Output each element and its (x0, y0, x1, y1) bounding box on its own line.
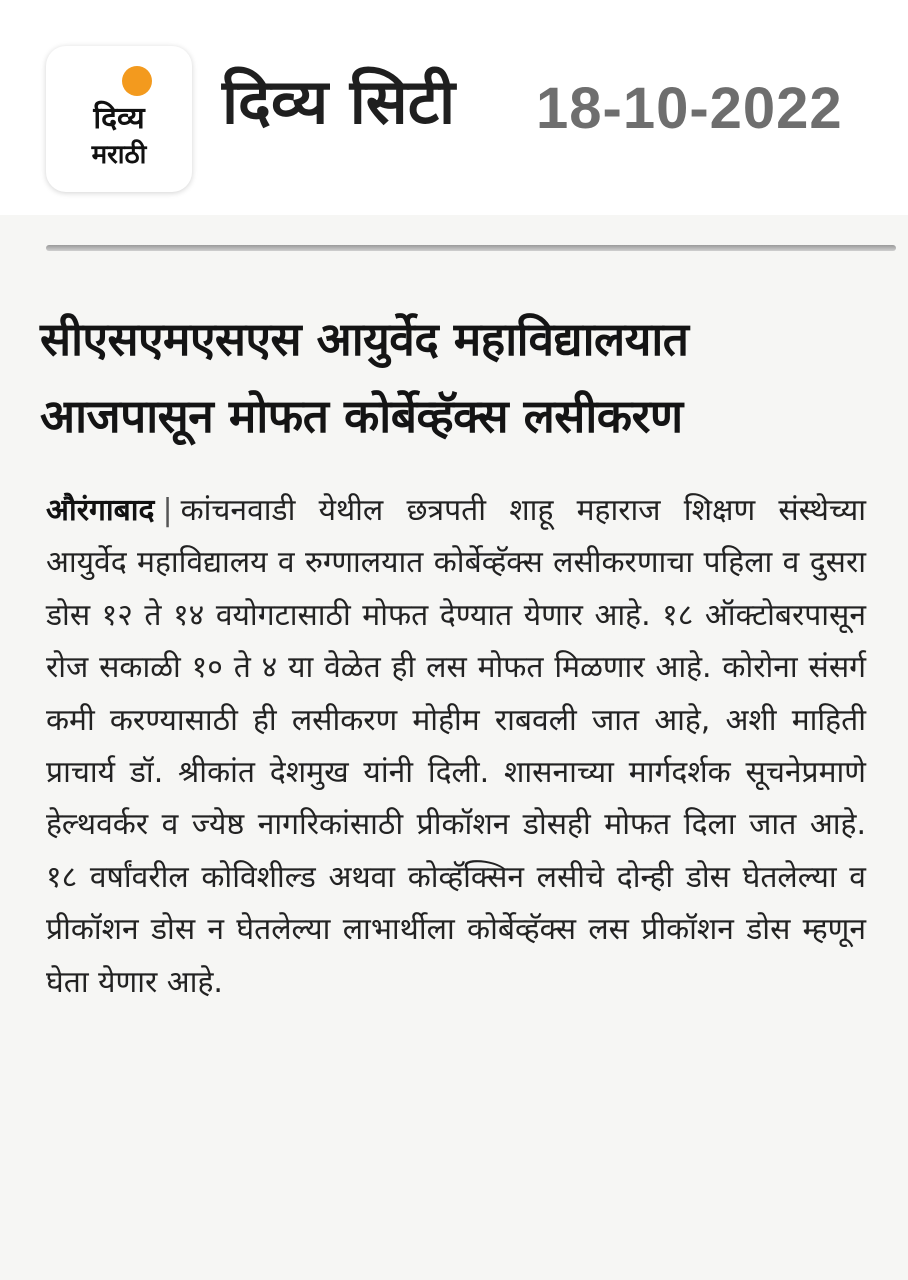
newspaper-clipping[interactable] (0, 215, 908, 1280)
headline-line-2: आजपासून मोफत कोर्बेव्हॅक्स लसीकरण (40, 389, 683, 443)
clipping-top-rule (46, 245, 896, 251)
article-body-text: कांचनवाडी येथील छत्रपती शाहू महाराज शिक्षण संस्थेच्या आयुर्वेद महाविद्यालय व रुग्णालयात कोर्बेव्हॅक्स लसीकरणाचा पहिला व दुसरा डोस १२ ते १४ वयोगटासाठी मोफत देण्यात येणार आहे. १८ ऑक्टोबरपासून रोज सकाळी १० ते ४ या वेळेत ही लस मोफत मिळणार आहे. कोरोना संसर्ग कमी करण्यासाठी ही लसीकरण मोहीम राबवली जात आहे, अशी माहिती प्राचार्य डॉ. श्रीकांत देशमुख यांनी दिली. शासनाच्या मार्गदर्शक सूचनेप्रमाणे हेल्थवर्कर व ज्येष्ठ नागरिकांसाठी प्रीकॉशन डोसही मोफत दिला जात आहे. १८ वर्षांवरील कोविशील्ड अथवा कोव्हॅक्सिन लसीचे दोन्ही डोस घेतलेल्या व प्रीकॉशन डोस न घेतलेल्या लाभार्थीला कोर्बेव्हॅक्स लस प्रीकॉशन डोस म्हणून घेता येणार आहे. (46, 493, 866, 1000)
logo-sun-dot-icon (122, 66, 152, 96)
edition-title: दिव्य सिटी (222, 65, 456, 138)
logo-text-line1: दिव्य (93, 101, 145, 136)
divya-marathi-logo[interactable] (46, 46, 192, 192)
edition-date: 18-10-2022 (536, 76, 843, 141)
article-dateline: औरंगाबाद (46, 493, 155, 528)
article-headline (40, 301, 880, 455)
dateline-separator: | (162, 493, 173, 528)
logo-text-line2: मराठी (91, 140, 147, 170)
app-header (0, 0, 908, 215)
headline-line-1: सीएसएमएसएस आयुर्वेद महाविद्यालयात (40, 312, 689, 366)
article-body (46, 485, 866, 1009)
